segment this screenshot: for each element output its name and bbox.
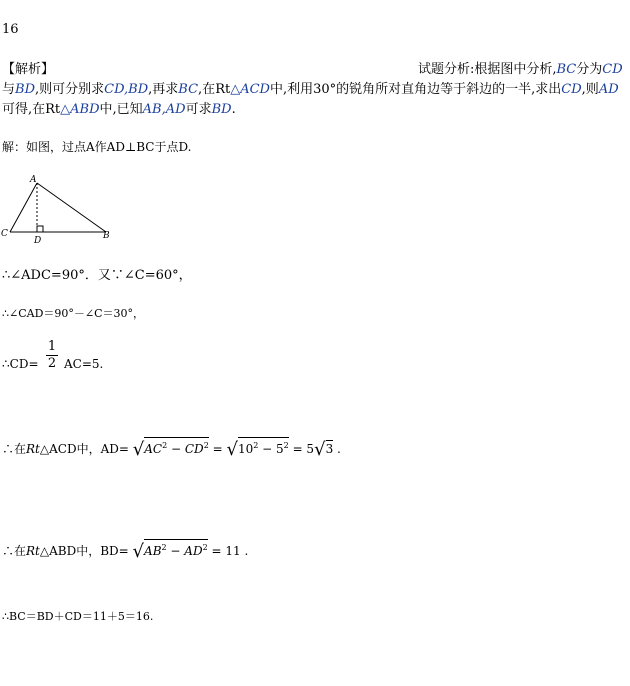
term-ab: AB bbox=[144, 544, 162, 558]
text-p2: 中,已知 bbox=[99, 102, 143, 117]
text-p3: 可求 bbox=[185, 102, 212, 117]
radicand-1: $AC^2 - CD^2$ bbox=[144, 437, 209, 456]
segments-ab-ad: AB,AD bbox=[142, 102, 186, 117]
text-period: . bbox=[231, 102, 236, 117]
analysis-line3 bbox=[2, 98, 236, 117]
segment-bd: BD bbox=[211, 102, 232, 117]
step-cd-suffix: AC=5. bbox=[64, 357, 104, 371]
text-yu: 与 bbox=[2, 82, 16, 97]
fenwei-text: 分为 bbox=[576, 62, 603, 77]
fraction-denominator: 2 bbox=[47, 356, 57, 371]
segments-cd-bd: CD,BD bbox=[104, 82, 149, 97]
segment-ad: AD bbox=[598, 82, 619, 97]
result-5: = 5 bbox=[288, 442, 315, 456]
rt-label: Rt bbox=[215, 82, 231, 97]
tail-period: . bbox=[333, 442, 341, 456]
fraction-one-half bbox=[46, 340, 58, 371]
label-d: D bbox=[34, 236, 42, 246]
term-ad: − AD bbox=[166, 544, 203, 558]
step-cd-prefix: ∴CD= bbox=[2, 357, 39, 371]
rt-label: Rt bbox=[26, 442, 40, 456]
step-bd-formula bbox=[2, 539, 249, 562]
analysis-intro-text: 试题分析:根据图中分析, bbox=[418, 62, 557, 77]
side-ca bbox=[10, 183, 37, 232]
step-ad-formula bbox=[2, 437, 341, 460]
radical-sign: √ bbox=[132, 541, 145, 562]
segment-bd: BD bbox=[15, 82, 35, 97]
answer-value: 16 bbox=[2, 22, 19, 37]
triangle-acd: △ACD bbox=[230, 82, 270, 97]
analysis-intro-line1 bbox=[418, 58, 623, 77]
text-p1: 可得,在 bbox=[2, 102, 46, 117]
text-triangle-abd: △ABD中，BD= bbox=[39, 544, 129, 558]
step-angle-adc: ∴∠ADC=90°．又∵∠C=60°， bbox=[2, 268, 192, 283]
term-cd: − CD bbox=[167, 442, 204, 456]
result-11: = 11 bbox=[207, 544, 241, 558]
radicand-3: 3 bbox=[325, 442, 334, 456]
step-bc-sum: ∴BC＝BD＋CD＝11＋5＝16. bbox=[2, 610, 154, 623]
radical-sign-2: √ bbox=[226, 439, 238, 460]
rt-label: Rt bbox=[45, 102, 61, 117]
radicand-2: $10^2 - 5^2$ bbox=[238, 437, 289, 456]
fraction-numerator: 1 bbox=[47, 339, 57, 354]
segment-cd-2: CD bbox=[561, 82, 582, 97]
segment-cd: CD bbox=[602, 62, 623, 77]
text-triangle-acd: △ACD中，AD= bbox=[39, 442, 129, 456]
text-zai: ∴在 bbox=[2, 442, 27, 456]
tail-period: . bbox=[240, 544, 249, 558]
label-b: B bbox=[103, 231, 110, 241]
label-a: A bbox=[30, 175, 37, 185]
term-ac: AC bbox=[144, 442, 163, 456]
text-p1: ,则可分别求 bbox=[35, 82, 105, 97]
text-p4: 中,利用 bbox=[269, 82, 314, 97]
solution-intro: 解：如图，过点A作AD⊥BC于点D. bbox=[2, 140, 192, 154]
side-ab bbox=[37, 183, 106, 232]
label-c: C bbox=[1, 229, 8, 239]
step-angle-cad: ∴∠CAD＝90°－∠C＝30°， bbox=[2, 307, 145, 320]
text-p3: ,在 bbox=[198, 82, 216, 97]
text-p6: ,则 bbox=[581, 82, 599, 97]
rt-label: Rt bbox=[26, 544, 40, 558]
triangle-abd: △ABD bbox=[60, 102, 100, 117]
text-p5: 的锐角所对直角边等于斜边的一半,求出 bbox=[336, 82, 562, 97]
analysis-line2 bbox=[2, 78, 619, 97]
radical-sign-3: √ bbox=[314, 439, 326, 460]
radical-sign: √ bbox=[132, 439, 145, 460]
analysis-label: 【解析】 bbox=[2, 62, 55, 77]
equals: = bbox=[208, 442, 227, 456]
text-zai: ∴在 bbox=[2, 544, 27, 558]
angle-30: 30° bbox=[313, 82, 337, 97]
segment-bc: BC bbox=[556, 62, 577, 77]
text-p2: ,再求 bbox=[148, 82, 179, 97]
triangle-diagram bbox=[0, 170, 130, 250]
segment-bc-2: BC bbox=[178, 82, 199, 97]
right-angle-mark bbox=[37, 226, 43, 232]
term-10: 10 bbox=[237, 442, 254, 456]
radicand-1: $AB^2 - AD^2$ bbox=[144, 539, 208, 558]
term-5: − 5 bbox=[258, 442, 284, 456]
